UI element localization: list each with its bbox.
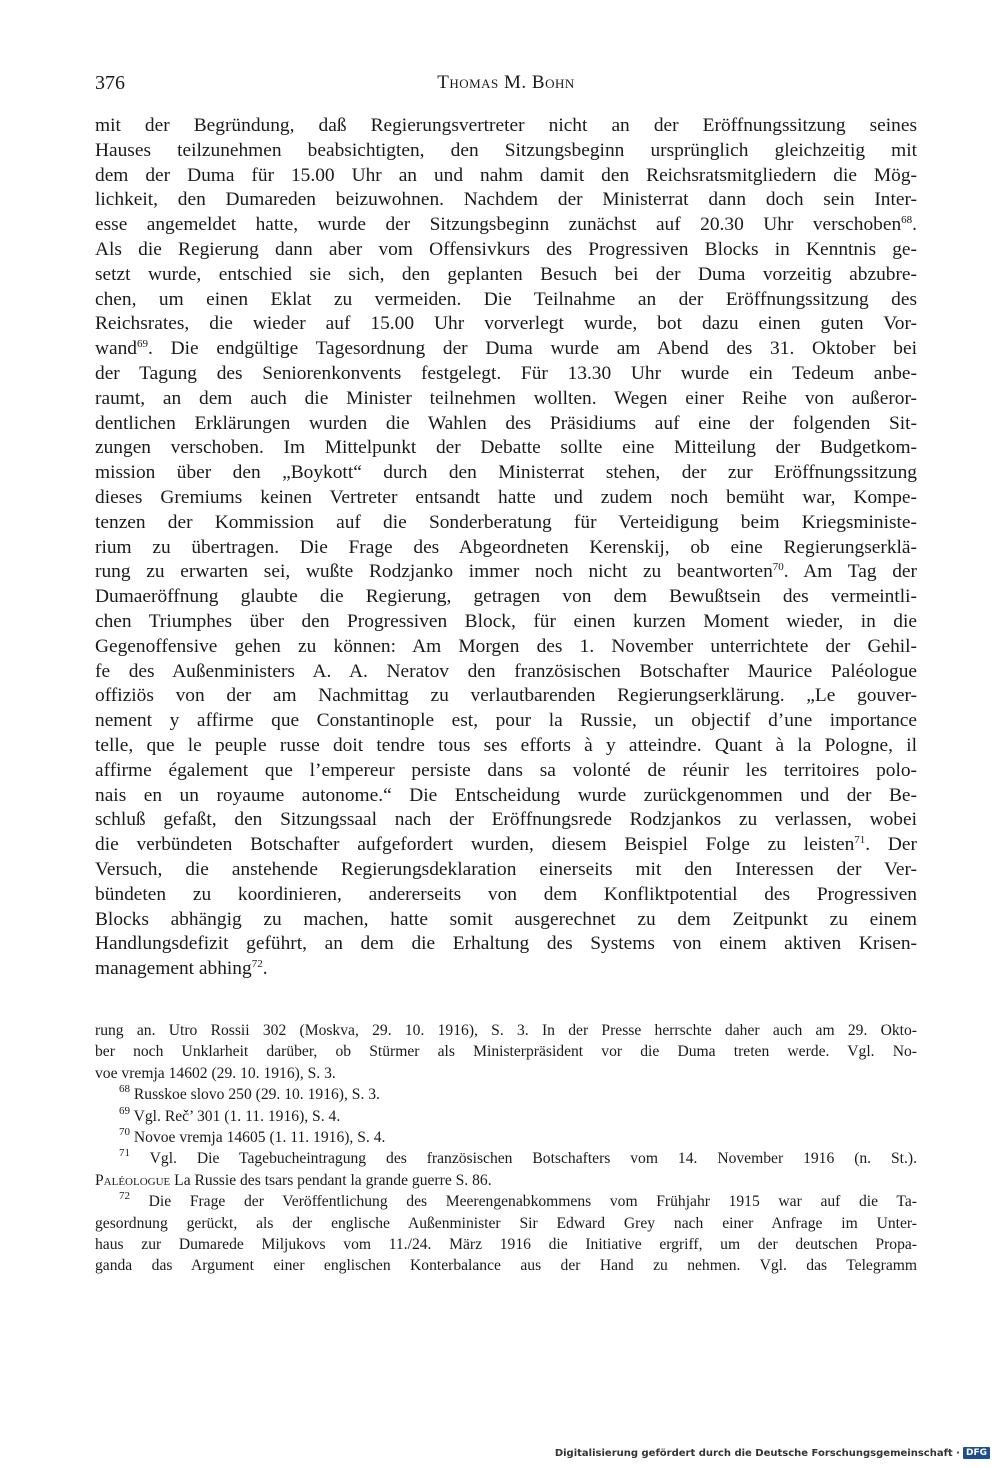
body-text-segment: management abhing: [95, 958, 252, 980]
body-line: chen Triumphes über den Progressiven Block, für einen kurzen Moment wieder, in die: [95, 610, 917, 632]
body-line: mission über den „Boykott“ durch den Ministerrat stehen, der zur Eröffnungssitzung: [95, 462, 917, 484]
body-line: telle, que le peuple russe doit tendre tous ses efforts à y atteindre. Quant à la Pologne, il: [95, 734, 917, 756]
footnote-72-line: gesordnung gerückt, als der englische Außenminister Sir Edward Grey nach einer Anfrage im Unter-: [95, 1214, 917, 1232]
body-text-segment: . Am Tag der: [783, 561, 917, 583]
footnote-number: 68: [119, 1084, 130, 1096]
body-line: Hauses teilzunehmen beabsichtigten, den Sitzungsbeginn ursprünglich gleichzeitig mit: [95, 139, 917, 161]
footnote-number: 70: [119, 1126, 130, 1138]
body-line: affirme également que l’empereur persiste dans sa volonté de réunir les territoires polo-: [95, 759, 917, 781]
body-line: [95, 833, 917, 858]
body-line: [95, 957, 917, 982]
body-line: zungen verschoben. Im Mittelpunkt der Debatte sollte eine Mitteilung der Budgetkom-: [95, 437, 917, 459]
footnote-72: [95, 1191, 917, 1212]
body-line: Handlungsdefizit geführt, an dem die Erhaltung des Systems von einem aktiven Krisen-: [95, 933, 917, 955]
body-line: Versuch, die anstehende Regierungsdeklaration einerseits mit den Interessen der Ver-: [95, 858, 917, 880]
body-line: raumt, an dem auch die Minister teilnehmen wollten. Wegen einer Reihe von außeror-: [95, 387, 917, 409]
body-line: nement y affirme que Constantinople est, pour la Russie, un objectif d’une importance: [95, 710, 917, 732]
footnote-72-line: ganda das Argument einer englischen Konterbalance aus der Hand zu nehmen. Vgl. das Telegramm: [95, 1257, 917, 1275]
body-line: [95, 560, 917, 585]
footnote-ref-68[interactable]: 68: [901, 214, 913, 227]
page-number: 376: [95, 72, 125, 94]
body-text: [95, 114, 917, 982]
body-text-segment: . Die endgültige Tagesordnung der Duma wurde am Abend des 31. Oktober bei: [148, 338, 917, 360]
footnotes: [95, 1020, 917, 1277]
body-text-segment: .: [262, 958, 268, 980]
body-line: nais en un royaume autonome.“ Die Entscheidung wurde zurückgenommen und der Be-: [95, 784, 917, 806]
footnote-ref-70[interactable]: 70: [772, 561, 784, 574]
body-line: dentlichen Erklärungen wurden die Wahlen des Präsidiums auf eine der folgenden Sit-: [95, 412, 917, 434]
body-line: Reichsrates, die wieder auf 15.00 Uhr vorverlegt wurde, bot dazu einen guten Vor-: [95, 313, 917, 335]
body-text-segment: .: [912, 214, 917, 236]
footnote-continuation-line: ber noch Unklarheit darüber, ob Stürmer als Ministerpräsident vor die Duma treten werde. Vgl. No-: [95, 1043, 917, 1061]
body-line: setzt wurde, entschied sie sich, den geplanten Besuch bei der Duma vorzeitig abzubre-: [95, 263, 917, 285]
body-line: Dumaeröffnung glaubte die Regierung, getragen von dem Bewußtsein des vermeintli-: [95, 586, 917, 608]
footnote-text: Novoe vremja 14605 (1. 11. 1916), S. 4.: [133, 1128, 386, 1146]
body-line: der Tagung des Seniorenkonvents festgelegt. Für 13.30 Uhr wurde ein Tedeum anbe-: [95, 362, 917, 384]
footnote-text: Die Frage der Veröffentlichung des Meerengenabkommens vom Frühjahr 1915 war auf die Ta-: [148, 1193, 917, 1211]
body-text-segment: . Der: [865, 834, 917, 856]
body-line: Blocks abhängig zu machen, hatte somit ausgerechnet zu dem Zeitpunkt zu einem: [95, 908, 917, 930]
footnote-text: Russkoe slovo 250 (29. 10. 1916), S. 3.: [133, 1086, 380, 1104]
body-text-segment: wand: [95, 338, 138, 360]
footnote-continuation-line: rung an. Utro Rossii 302 (Moskva, 29. 10. 1916), S. 3. In der Presse herrschte daher auch am 29. Okto-: [95, 1022, 917, 1039]
footnote-text: Vgl. Reč’ 301 (1. 11. 1916), S. 4.: [133, 1107, 341, 1125]
body-text-segment: esse angemeldet hatte, wurde der Sitzungsbeginn zunächst auf 20.30 Uhr verschoben: [95, 214, 902, 236]
body-line: rium zu übertragen. Die Frage des Abgeordneten Kerenskij, ob eine Regierungserklä-: [95, 536, 917, 558]
footnote-ref-71[interactable]: 71: [854, 834, 866, 847]
digitization-footer: [555, 1446, 990, 1460]
running-head: Thomas M. Bohn: [437, 72, 575, 93]
footnote-continuation-line: voe vremja 14602 (29. 10. 1916), S. 3.: [95, 1064, 336, 1082]
body-text-segment: rung zu erwarten sei, wußte Rodzjanko immer noch nicht zu beantworten: [95, 561, 773, 583]
footnote-69: [95, 1106, 917, 1127]
footnote-72-line: haus zur Dumarede Miljukovs vom 11./24. März 1916 die Initiative ergriff, um der deutschen Propa-: [95, 1235, 917, 1253]
footnote-ref-69[interactable]: 69: [137, 338, 149, 351]
footnote-number: 69: [119, 1105, 130, 1117]
body-line: lichkeit, den Dumareden beizuwohnen. Nachdem der Ministerrat dann doch sein Inter-: [95, 189, 917, 211]
footnote-author: Paléologue: [95, 1171, 171, 1189]
body-line: dem der Duma für 15.00 Uhr an und nahm damit den Reichsratsmitgliedern die Mög-: [95, 164, 917, 186]
footnote-text: La Russie des tsars pendant la grande guerre S. 86.: [170, 1171, 492, 1189]
body-line: fe des Außenministers A. A. Neratov den französischen Botschafter Maurice Paléologue: [95, 660, 917, 682]
footnote-number: 72: [119, 1191, 130, 1203]
body-line: bündeten zu koordinieren, andererseits von dem Konfliktpotential des Progressiven: [95, 883, 917, 905]
body-line: chen, um einen Eklat zu vermeiden. Die Teilnahme an der Eröffnungssitzung des: [95, 288, 917, 310]
body-line: offiziös von der am Nachmittag zu verlautbarenden Regierungserklärung. „Le gouver-: [95, 685, 917, 707]
footnote-70: [95, 1127, 917, 1148]
body-line: Gegenoffensive gehen zu können: Am Morgen des 1. November unterrichtete der Gehil-: [95, 635, 917, 657]
body-line: schluß gefaßt, den Sitzungssaal nach der Eröffnungsrede Rodzjankos zu verlassen, wobei: [95, 809, 917, 831]
footnote-71-line: [95, 1170, 917, 1191]
footnote-ref-72[interactable]: 72: [251, 958, 263, 971]
body-line: mit der Begründung, daß Regierungsvertreter nicht an der Eröffnungssitzung seines: [95, 115, 917, 136]
body-line: tenzen der Kommission auf die Sonderberatung für Verteidigung beim Kriegsministe-: [95, 511, 917, 533]
page-header: [95, 72, 917, 102]
funding-note: Digitalisierung gefördert durch die Deutsche Forschungsgemeinschaft ·: [554, 1447, 960, 1459]
body-line: dieses Gremiums keinen Vertreter entsandt hatte und zudem noch bemüht war, Kompe-: [95, 486, 917, 508]
dfg-logo-icon: DFG: [963, 1447, 990, 1459]
footnote-number: 71: [119, 1148, 130, 1160]
body-line: Als die Regierung dann aber vom Offensivkurs des Progressiven Blocks in Kenntnis ge-: [95, 238, 917, 260]
footnote-68: [95, 1084, 917, 1105]
footnote-text: Vgl. Die Tagebucheintragung des französischen Botschafters vom 14. November 1916 (n. St.).: [149, 1150, 917, 1168]
body-line: [95, 337, 917, 362]
footnote-71: [95, 1148, 917, 1169]
body-text-segment: die verbündeten Botschafter aufgefordert wurden, diesem Beispiel Folge zu leisten: [95, 834, 855, 856]
body-line: [95, 213, 917, 238]
